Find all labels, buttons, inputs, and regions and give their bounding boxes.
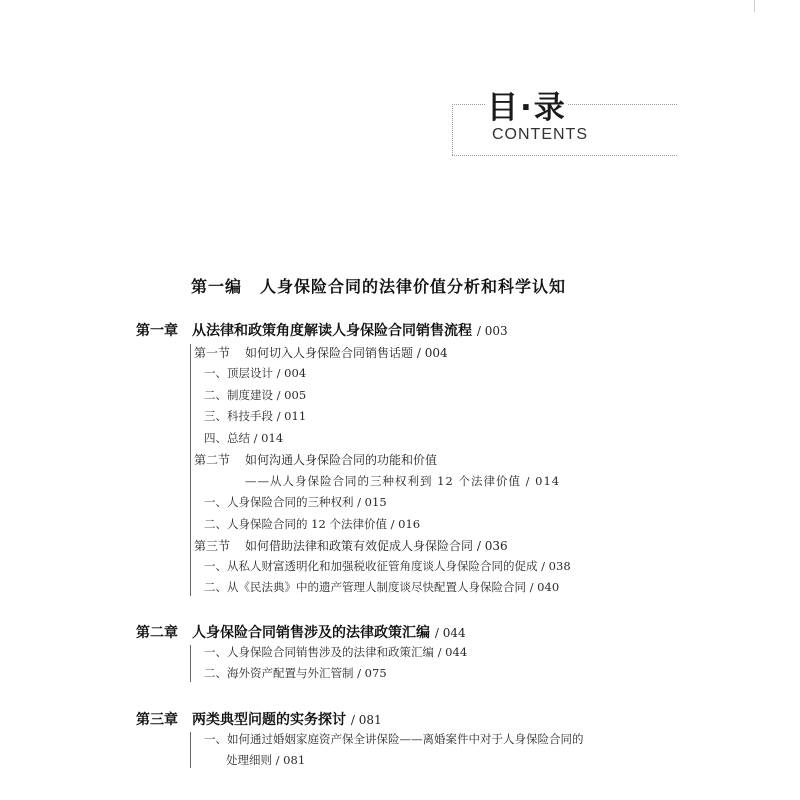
chapter-3-rule: [190, 732, 191, 768]
toc-item[interactable]: 一、从私人财富透明化和加强税收征管角度谈人身保险合同的促成 / 038: [204, 559, 571, 573]
toc-item[interactable]: 三、科技手段 / 011: [204, 409, 307, 423]
chapter-1-rule: [190, 344, 191, 596]
toc-item[interactable]: 一、人身保险合同的三种权利 / 015: [204, 495, 387, 509]
chapter-title: 从法律和政策角度解读人身保险合同销售流程: [192, 323, 472, 339]
chapter-page: / 081: [350, 713, 382, 727]
chapter-title: 人身保险合同销售涉及的法律政策汇编: [192, 625, 430, 641]
toc-item[interactable]: 一、如何通过婚姻家庭资产保全讲保险——离婚案件中对于人身保险合同的: [204, 732, 584, 746]
chapter-label: 第二章: [136, 625, 178, 641]
chapter-3-heading[interactable]: [136, 709, 382, 729]
section-label: 第一节: [194, 346, 231, 360]
part-heading: [191, 274, 566, 297]
section-title: 如何借助法律和政策有效促成人身保险合同: [245, 539, 474, 553]
chapter-page: / 044: [434, 626, 466, 640]
chapter-label: 第一章: [136, 323, 178, 339]
toc-item[interactable]: 二、制度建设 / 005: [204, 388, 307, 402]
toc-item[interactable]: 四、总结 / 014: [204, 431, 284, 445]
part-title: 人身保险合同的法律价值分析和科学认知: [260, 277, 567, 296]
section-page: / 004: [416, 346, 448, 360]
chapter-label: 第三章: [136, 712, 178, 728]
section-label: 第三节: [194, 539, 231, 553]
toc-item[interactable]: 处理细则 / 081: [226, 753, 306, 767]
part-label: 第一编: [191, 277, 243, 296]
section-label: 第二节: [194, 453, 231, 467]
chapter-page: / 003: [476, 324, 508, 338]
section-subtitle[interactable]: ——从人身保险合同的三种权利到 12 个法律价值 / 014: [245, 474, 561, 488]
chapter-1-heading[interactable]: [136, 320, 508, 340]
toc-item[interactable]: 一、顶层设计 / 004: [204, 366, 307, 380]
section-1-2[interactable]: [194, 451, 437, 468]
page-edge-mark: [754, 0, 755, 12]
toc-item[interactable]: 二、人身保险合同的 12 个法律价值 / 016: [204, 517, 421, 531]
toc-item[interactable]: 二、海外资产配置与外汇管制 / 075: [204, 666, 387, 680]
chapter-2-heading[interactable]: [136, 622, 466, 642]
header-frame-left: [452, 104, 453, 155]
header-frame-bottom: [452, 155, 677, 156]
section-1-3[interactable]: [194, 537, 508, 554]
toc-subtitle: CONTENTS: [492, 126, 588, 143]
chapter-title: 两类典型问题的实务探讨: [192, 712, 346, 728]
section-title: 如何沟通人身保险合同的功能和价值: [245, 453, 438, 467]
section-title: 如何切入人身保险合同销售话题: [245, 346, 414, 360]
section-page: / 036: [476, 539, 508, 553]
toc-item[interactable]: 二、从《民法典》中的遗产管理人制度谈尽快配置人身保险合同 / 040: [204, 580, 560, 594]
chapter-2-rule: [190, 645, 191, 682]
section-1-1[interactable]: [194, 344, 448, 361]
toc-item[interactable]: 一、人身保险合同销售涉及的法律和政策汇编 / 044: [204, 645, 468, 659]
toc-title: 目·录: [487, 90, 567, 126]
